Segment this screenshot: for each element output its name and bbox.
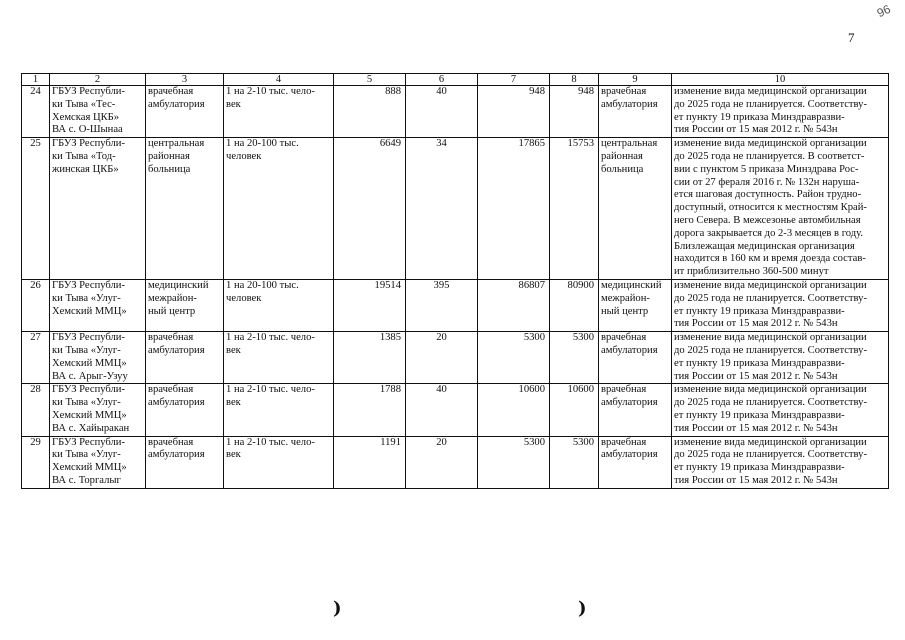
cell-line: больница <box>601 163 644 175</box>
cell-line: ет пункту 19 приказа Минздравразви- <box>674 357 845 369</box>
cell-line: межрайон- <box>601 292 650 304</box>
cell-proposed-type <box>599 384 672 436</box>
cell-line: тия России от 15 мая 2012 г. № 543н <box>674 422 838 434</box>
cell-line: ГБУЗ Республи- <box>52 138 126 150</box>
cell-distance: 20 <box>406 332 478 384</box>
cell-line: изменение вида медицинской организации <box>674 138 867 150</box>
cell-line: амбулатория <box>601 344 658 356</box>
bottom-mark: ) <box>578 598 587 619</box>
cell-population: 1788 <box>334 384 406 436</box>
cell-line: 1 на 2-10 тыс. чело- <box>226 436 315 448</box>
cell-line: амбулатория <box>601 98 658 110</box>
column-header: 8 <box>550 74 599 86</box>
cell-facility-type <box>146 332 224 384</box>
cell-proposed-type <box>599 86 672 138</box>
cell-line: амбулатория <box>148 98 205 110</box>
cell-facility-type <box>146 86 224 138</box>
cell-line: него Севера. В межсезонье автомбильная <box>674 214 861 226</box>
cell-population-served: 948 <box>550 86 599 138</box>
cell-line: врачебная <box>148 384 194 396</box>
cell-line: тия России от 15 мая 2012 г. № 543н <box>674 474 838 486</box>
cell-organization <box>50 138 146 280</box>
cell-line: Хемский ММЦ» <box>52 305 127 317</box>
cell-line: ный центр <box>601 305 649 317</box>
table-row <box>22 86 889 138</box>
cell-line: ки Тыва «Тес- <box>52 98 116 110</box>
cell-population-served: 5300 <box>550 332 599 384</box>
bottom-mark: ) <box>333 598 342 619</box>
cell-line: тия России от 15 мая 2012 г. № 543н <box>674 318 838 330</box>
table-header-row <box>22 74 889 86</box>
cell-line: Хемская ЦКБ» <box>52 111 120 123</box>
cell-line: жинская ЦКБ» <box>52 163 119 175</box>
cell-line: век <box>226 98 241 110</box>
corner-mark: 96 <box>874 1 893 21</box>
cell-row-number: 27 <box>22 332 50 384</box>
cell-line: ит приблизительно 360-500 минут <box>674 266 829 278</box>
cell-line: амбулатория <box>148 344 205 356</box>
cell-population-total: 17865 <box>478 138 550 280</box>
cell-facility-type <box>146 384 224 436</box>
page-number: 7 <box>848 30 855 45</box>
cell-proposed-type <box>599 332 672 384</box>
data-table <box>21 73 889 489</box>
cell-line: амбулатория <box>601 397 658 409</box>
cell-line: до 2025 года не планируется. Соответству- <box>674 449 867 461</box>
cell-line: до 2025 года не планируется. Соответству- <box>674 292 867 304</box>
cell-line: амбулатория <box>148 449 205 461</box>
cell-line: ГБУЗ Республи- <box>52 332 126 344</box>
cell-population-total: 10600 <box>478 384 550 436</box>
cell-line: ет пункту 19 приказа Минздравразви- <box>674 305 845 317</box>
table-row <box>22 138 889 280</box>
cell-note <box>672 384 889 436</box>
cell-line: ВА с. Арыг-Узуу <box>52 370 128 382</box>
cell-line: тия России от 15 мая 2012 г. № 543н <box>674 370 838 382</box>
cell-line: находится в 160 км и время доезда состав- <box>674 253 866 265</box>
cell-line: изменение вида медицинской организации <box>674 384 867 396</box>
cell-line: врачебная <box>601 332 647 344</box>
cell-distance: 34 <box>406 138 478 280</box>
cell-note <box>672 86 889 138</box>
cell-line: ГБУЗ Республи- <box>52 279 126 291</box>
column-header: 5 <box>334 74 406 86</box>
cell-organization <box>50 384 146 436</box>
cell-line: ВА с. Торгалыг <box>52 474 121 486</box>
cell-row-number: 28 <box>22 384 50 436</box>
cell-line: дорога закрывается до 2-3 месяцев в году. <box>674 227 864 239</box>
cell-line: до 2025 года не планируется. В соответст- <box>674 150 865 162</box>
cell-line: ки Тыва «Улуг- <box>52 449 121 461</box>
cell-population-served: 5300 <box>550 436 599 488</box>
cell-line: ет пункту 19 приказа Минздравразви- <box>674 409 845 421</box>
cell-line: доступный, относится к местностям Край- <box>674 202 867 214</box>
cell-population: 888 <box>334 86 406 138</box>
cell-line: ГБУЗ Республи- <box>52 384 126 396</box>
cell-line: врачебная <box>148 436 194 448</box>
cell-population-total: 5300 <box>478 436 550 488</box>
column-header: 4 <box>224 74 334 86</box>
cell-line: век <box>226 449 241 461</box>
cell-organization <box>50 436 146 488</box>
cell-note <box>672 279 889 331</box>
table-row <box>22 436 889 488</box>
cell-population: 6649 <box>334 138 406 280</box>
cell-line: Хемский ММЦ» <box>52 409 127 421</box>
cell-population-served: 15753 <box>550 138 599 280</box>
cell-row-number: 24 <box>22 86 50 138</box>
cell-line: ГБУЗ Республи- <box>52 86 126 97</box>
cell-note <box>672 332 889 384</box>
cell-line: медицинский <box>148 279 209 291</box>
cell-line: 1 на 2-10 тыс. чело- <box>226 384 315 396</box>
cell-organization <box>50 279 146 331</box>
column-header: 1 <box>22 74 50 86</box>
cell-line: изменение вида медицинской организации <box>674 279 867 291</box>
cell-line: ки Тыва «Улуг- <box>52 397 121 409</box>
cell-line: врачебная <box>148 332 194 344</box>
cell-line: районная <box>148 150 190 162</box>
cell-line: изменение вида медицинской организации <box>674 436 867 448</box>
cell-line: ки Тыва «Улуг- <box>52 344 121 356</box>
cell-population-total: 86807 <box>478 279 550 331</box>
table-row <box>22 332 889 384</box>
cell-population: 19514 <box>334 279 406 331</box>
cell-line: амбулатория <box>148 397 205 409</box>
column-header: 2 <box>50 74 146 86</box>
cell-line: тия России от 15 мая 2012 г. № 543н <box>674 124 838 136</box>
table-row <box>22 384 889 436</box>
column-header: 7 <box>478 74 550 86</box>
cell-line: 1 на 2-10 тыс. чело- <box>226 332 315 344</box>
cell-population-total: 5300 <box>478 332 550 384</box>
cell-row-number: 25 <box>22 138 50 280</box>
cell-facility-type <box>146 279 224 331</box>
cell-facility-type <box>146 436 224 488</box>
cell-population-served: 80900 <box>550 279 599 331</box>
cell-population: 1385 <box>334 332 406 384</box>
cell-line: век <box>226 344 241 356</box>
cell-line: вии с пунктом 5 приказа Минздрава Рос- <box>674 163 859 175</box>
cell-line: сии от 27 фераля 2016 г. № 132н наруша- <box>674 176 860 188</box>
cell-line: человек <box>226 292 262 304</box>
cell-note <box>672 436 889 488</box>
cell-line: Близлежащая медицинская организация <box>674 240 855 252</box>
table-body <box>22 86 889 489</box>
cell-norm <box>224 384 334 436</box>
cell-line: врачебная <box>601 384 647 396</box>
cell-proposed-type <box>599 436 672 488</box>
cell-line: врачебная <box>601 86 647 97</box>
cell-distance: 395 <box>406 279 478 331</box>
cell-line: до 2025 года не планируется. Соответству- <box>674 397 867 409</box>
cell-line: ки Тыва «Улуг- <box>52 292 121 304</box>
cell-line: центральная <box>601 138 658 150</box>
cell-line: 1 на 20-100 тыс. <box>226 138 299 150</box>
cell-proposed-type <box>599 279 672 331</box>
column-header: 10 <box>672 74 889 86</box>
cell-line: амбулатория <box>601 449 658 461</box>
cell-line: ки Тыва «Тод- <box>52 150 116 162</box>
cell-proposed-type <box>599 138 672 280</box>
cell-line: медицинский <box>601 279 662 291</box>
cell-line: центральная <box>148 138 205 150</box>
cell-line: изменение вида медицинской организации <box>674 86 867 97</box>
table-row <box>22 279 889 331</box>
cell-population-served: 10600 <box>550 384 599 436</box>
cell-organization <box>50 86 146 138</box>
cell-line: до 2025 года не планируется. Соответству- <box>674 98 867 110</box>
column-header: 9 <box>599 74 672 86</box>
cell-norm <box>224 279 334 331</box>
cell-line: Хемский ММЦ» <box>52 462 127 474</box>
cell-line: ВА с. О-Шынаа <box>52 124 123 136</box>
cell-line: ный центр <box>148 305 196 317</box>
cell-note <box>672 138 889 280</box>
cell-line: врачебная <box>148 86 194 97</box>
cell-distance: 20 <box>406 436 478 488</box>
cell-population: 1191 <box>334 436 406 488</box>
cell-organization <box>50 332 146 384</box>
cell-line: человек <box>226 150 262 162</box>
cell-facility-type <box>146 138 224 280</box>
cell-line: Хемский ММЦ» <box>52 357 127 369</box>
cell-norm <box>224 332 334 384</box>
cell-line: изменение вида медицинской организации <box>674 332 867 344</box>
column-header: 6 <box>406 74 478 86</box>
cell-line: врачебная <box>601 436 647 448</box>
cell-distance: 40 <box>406 384 478 436</box>
cell-line: ГБУЗ Республи- <box>52 436 126 448</box>
cell-line: межрайон- <box>148 292 197 304</box>
cell-norm <box>224 138 334 280</box>
cell-line: больница <box>148 163 191 175</box>
cell-norm <box>224 86 334 138</box>
cell-line: ет пункту 19 приказа Минздравразви- <box>674 111 845 123</box>
cell-line: век <box>226 397 241 409</box>
cell-line: ется шаговая доступность. Район трудно- <box>674 189 862 201</box>
cell-line: до 2025 года не планируется. Соответству- <box>674 344 867 356</box>
cell-distance: 40 <box>406 86 478 138</box>
cell-norm <box>224 436 334 488</box>
cell-line: 1 на 2-10 тыс. чело- <box>226 86 315 97</box>
column-header: 3 <box>146 74 224 86</box>
cell-row-number: 29 <box>22 436 50 488</box>
cell-line: районная <box>601 150 643 162</box>
cell-row-number: 26 <box>22 279 50 331</box>
cell-line: 1 на 20-100 тыс. <box>226 279 299 291</box>
cell-line: ет пункту 19 приказа Минздравразви- <box>674 462 845 474</box>
cell-population-total: 948 <box>478 86 550 138</box>
cell-line: ВА с. Хайыракан <box>52 422 130 434</box>
